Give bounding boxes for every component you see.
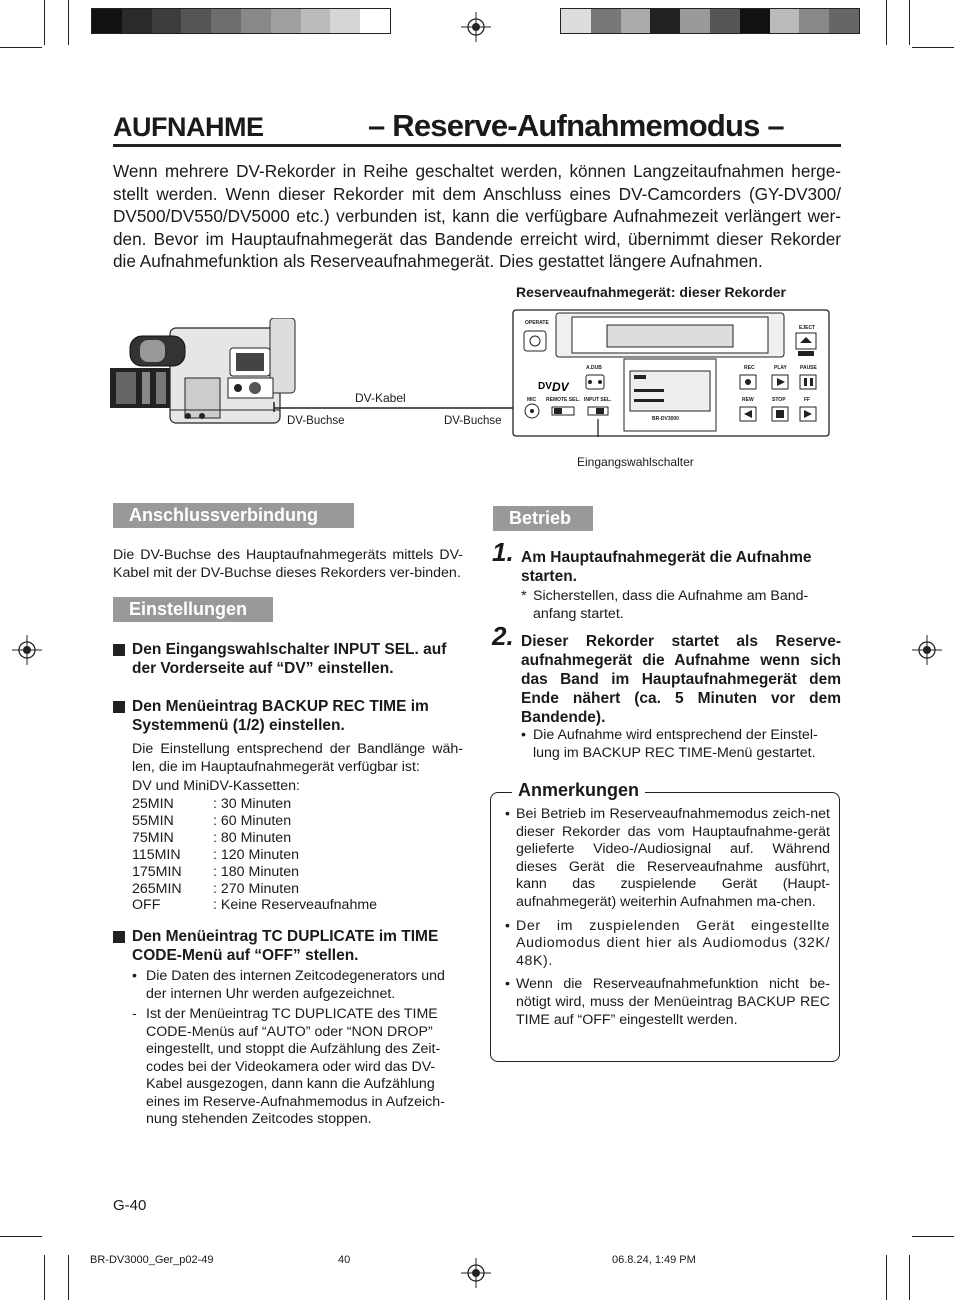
color-bar-left <box>91 8 391 34</box>
step1-marker <box>113 642 132 660</box>
panel-adub-label: A.DUB <box>586 365 602 371</box>
minutes-key: 175MIN <box>132 863 182 880</box>
page-number: G-40 <box>113 1197 147 1214</box>
panel-rec-label: REC <box>744 365 755 371</box>
color-bar-right <box>560 8 860 34</box>
step2-text: Den Menüeintrag BACKUP REC TIME im Systemmenü (1/2) einstellen. <box>132 698 429 734</box>
step2-detail: Die Einstellung entsprechend der Bandlänge wäh-len, die im Hauptaufnahmegerät verfügbar ist: <box>132 741 463 775</box>
section-title: AUFNAHME <box>113 112 264 142</box>
step3-dash: Ist der Menüeintrag TC DUPLICATE des TIME CODE-Menüs auf “AUTO” oder “NON DROP” eingestellt, und stoppt die Aufzählung des Zeit-codes bei der Videokamera oder wird das DV-Kabel ausgezogen, dann kann die Aufzählung eines im Reserve-Aufnahmemodus in Aufzeich-nung stehenden Zeitcodes stoppen. <box>146 1006 445 1127</box>
minutes-row <box>132 864 377 881</box>
betrieb-step2-note: Die Aufnahme wird entsprechend der Einstel-lung im BACKUP REC TIME-Menü gestartet. <box>533 727 818 761</box>
panel-remote-sel-label: REMOTE SEL. <box>546 397 580 403</box>
betrieb-step2: Dieser Rekorder startet als Reserve-aufnahmegerät die Aufnahme wenn sich das Band im Hauptaufnahmegerät dem Ende nähert (ca. 5 Minuten vor dem Bandende). <box>521 633 841 726</box>
panel-ff-label: FF <box>804 397 811 403</box>
einstellungen-heading: Einstellungen <box>113 597 273 622</box>
step-number-1: 1. <box>492 537 514 567</box>
asterisk-marker: * <box>521 588 527 604</box>
panel-play-label: PLAY <box>774 365 787 371</box>
notes-list <box>505 806 830 1029</box>
minutes-key: 55MIN <box>132 812 174 829</box>
svg-text:DV: DV <box>552 380 569 394</box>
minutes-row <box>132 830 377 847</box>
minutes-key: 265MIN <box>132 880 182 897</box>
panel-model-label: BR-DV3000 <box>652 416 679 422</box>
panel-operate-label: OPERATE <box>525 320 549 326</box>
minutes-row <box>132 813 377 830</box>
note-item: • Wenn die Reserveaufnahmefunktion nicht be-nötigt wird, muss der Menüeintrag BACKUP REC TIME auf “OFF” eingestellt werden. <box>505 976 830 1028</box>
footer-file: BR-DV3000_Ger_p02-49 <box>90 1254 214 1266</box>
minutes-key: 115MIN <box>132 846 181 863</box>
panel-stop-label: STOP <box>772 397 786 403</box>
minutes-value: : 80 Minuten <box>213 829 292 846</box>
step2-marker <box>113 699 132 717</box>
svg-text:DV: DV <box>538 381 552 392</box>
jack-left-label: DV-Buchse <box>287 415 345 427</box>
panel-mic-label: MIC <box>527 397 537 403</box>
betrieb-step1-note: Sicherstellen, dass die Aufnahme am Band-anfang startet. <box>533 588 809 622</box>
footer-date: 06.8.24, 1:49 PM <box>612 1254 696 1266</box>
minutes-table <box>132 796 377 914</box>
page-title: – Reserve-Aufnahmemodus – <box>368 108 784 143</box>
anschluss-text: Die DV-Buchse des Hauptaufnahmegeräts mittels DV-Kabel mit der DV-Buchse dieses Rekorders ver-binden. <box>113 547 463 581</box>
minutes-row <box>132 897 377 914</box>
registration-mark-top <box>461 12 491 42</box>
notes-heading: Anmerkungen <box>512 780 645 801</box>
intro-paragraph: Wenn mehrere DV-Rekorder in Reihe geschaltet werden, können Langzeitaufnahmen herge-stellt werden. Wenn dieser Rekorder mit dem Anschluss eines DV-Camcorders (GY-DV300/ DV500/DV550/DV5000 etc.) verbunden ist, kann die verfügbare Aufnahmezeit verlängert wer-den. Bevor im Hauptaufnahmegerät das Bandende erreicht wird, übernimmt dieser Rekorder die Aufnahmefunktion als Reserveaufnahmegerät. Dies gestattet längere Aufnahmen. <box>113 161 841 271</box>
minutes-row <box>132 881 377 898</box>
minutes-key: OFF <box>132 897 161 914</box>
jack-right-label: DV-Buchse <box>444 415 502 427</box>
minutes-row <box>132 796 377 813</box>
minutes-row <box>132 847 377 864</box>
note-item: • Der im zuspielenden Gerät eingestellte Audiomodus dient hier als Audiomodus (32K/ 48K). <box>505 917 830 969</box>
switch-label: Eingangswahlschalter <box>577 455 694 469</box>
registration-mark-right <box>912 635 942 665</box>
note-item: • Bei Betrieb im Reserveaufnahmemodus zeich-net dieser Rekorder das vom Hauptaufnahme-gerät gelieferte Video-/Audiosignal auf. Während dieses Gerät die Reserveaufnahme ausführt, kann das zuspielende Gerät (Haupt-aufnahmegerät) weiterhin Aufnahmen ma-chen. <box>505 806 830 910</box>
betrieb-heading: Betrieb <box>493 506 593 531</box>
cassettes-label: DV und MiniDV-Kassetten: <box>132 778 300 794</box>
panel-rew-label: REW <box>742 397 754 403</box>
step3-text: Den Menüeintrag TC DUPLICATE im TIME CODE-Menü auf “OFF” stellen. <box>132 928 439 964</box>
dash-marker: - <box>132 1006 137 1022</box>
panel-input-sel-label: INPUT SEL. <box>584 397 612 403</box>
step-number-2: 2. <box>492 621 514 651</box>
minutes-value: : 270 Minuten <box>213 880 299 897</box>
minutes-value: : 180 Minuten <box>213 863 299 880</box>
minutes-value: : 60 Minuten <box>213 812 292 829</box>
title-rule <box>113 144 841 147</box>
registration-mark-left <box>12 635 42 665</box>
bullet-marker-2: • <box>521 727 526 743</box>
step1-text: Den Eingangswahlschalter INPUT SEL. auf der Vorderseite auf “DV” einstellen. <box>132 641 447 677</box>
step3-marker <box>113 929 132 947</box>
registration-mark-bottom <box>461 1258 491 1288</box>
recorder-label: Reserveaufnahmegerät: dieser Rekorder <box>516 284 787 300</box>
cable-label: DV-Kabel <box>355 391 406 405</box>
bullet-marker: • <box>132 968 137 984</box>
betrieb-step1: Am Hauptaufnahmegerät die Aufnahme starten. <box>521 549 812 585</box>
minutes-value: : Keine Reserveaufnahme <box>213 897 378 914</box>
footer-page: 40 <box>338 1254 351 1266</box>
minutes-key: 25MIN <box>132 796 174 812</box>
panel-pause-label: PAUSE <box>800 365 817 371</box>
anschluss-heading: Anschlussverbindung <box>113 503 354 528</box>
minutes-value: : 120 Minuten <box>213 846 299 863</box>
panel-eject-label: EJECT <box>799 325 816 331</box>
step3-bullet: Die Daten des internen Zeitcodegenerators und der internen Uhr werden aufgezeichnet. <box>146 968 445 1002</box>
minutes-value: : 30 Minuten <box>213 796 292 812</box>
minutes-key: 75MIN <box>132 829 174 846</box>
